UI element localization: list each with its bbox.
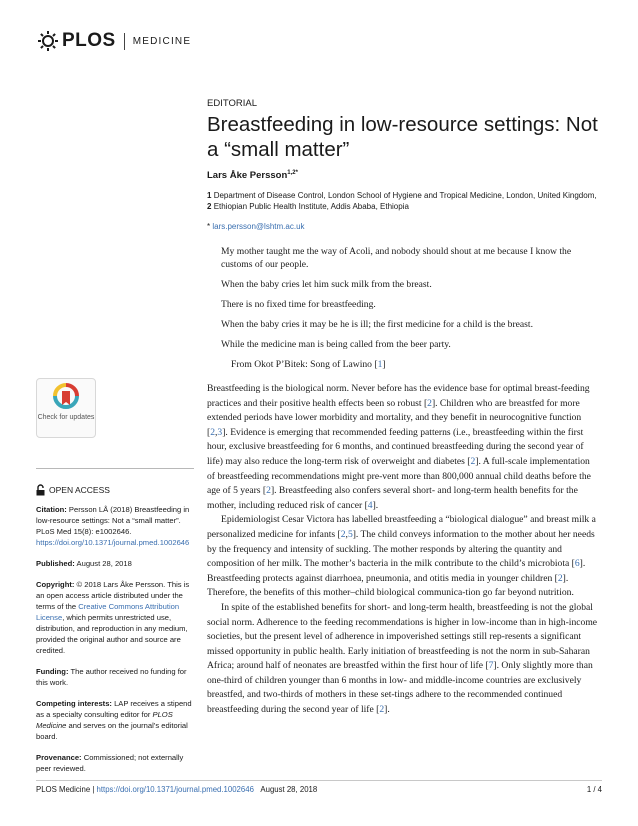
sidebar-divider [36, 468, 194, 469]
citation-ref-link[interactable]: 2 [427, 397, 432, 409]
check-for-updates-badge[interactable] [36, 378, 96, 438]
provenance-text: Commissioned; not externally peer reviewed. [36, 753, 184, 773]
citation-ref-link[interactable]: 2 [340, 528, 346, 540]
logo-wordmark: PLOS [62, 30, 116, 51]
copyright-text-end: , which permits unrestricted use, distribution, and reproduction in any medium, provided the original author and source are credited. [36, 613, 188, 655]
article-info-sidebar [36, 484, 196, 784]
poem-line: When the baby cries let him suck milk from the breast. [221, 279, 432, 290]
poem-line: While the medicine man is being called from the beer party. [221, 339, 451, 350]
citation-ref-link[interactable]: 2 [379, 704, 385, 716]
open-access-label [36, 484, 196, 496]
funding-label: Funding: [36, 667, 69, 676]
footer-separator: | [92, 785, 95, 794]
affiliation-1: Department of Disease Control, London School of Hygiene and Tropical Medicine, London, United Kingdom, [213, 191, 597, 200]
citation-doi-link[interactable]: https://doi.org/10.1371/journal.pmed.1002646 [36, 538, 190, 547]
funding-text: The author received no funding for this work. [36, 667, 187, 687]
license-link[interactable]: Creative Commons Attribution License [36, 602, 180, 622]
citation-ref-link[interactable]: 2 [210, 426, 215, 438]
competing-journal: PLOS Medicine [36, 710, 173, 730]
footer-date: August 28, 2018 [260, 785, 318, 794]
open-lock-icon [36, 484, 45, 496]
citation-ref-link[interactable]: 2 [557, 572, 563, 584]
author-line [207, 170, 298, 181]
logo-divider [124, 33, 125, 50]
corresponding-mark: * [295, 170, 298, 176]
affiliations [207, 190, 600, 212]
email-link[interactable]: lars.persson@lshtm.ac.uk [212, 222, 305, 231]
competing-text-end: and serves on the journal’s editorial board. [36, 721, 188, 741]
footer-doi-link[interactable]: https://doi.org/10.1371/journal.pmed.1002646 [96, 785, 254, 794]
provenance-label: Provenance: [36, 753, 82, 762]
journal-name: MEDICINE [132, 35, 192, 47]
body-paragraph-3: In spite of the established benefits for short- and long-term health, breastfeeding is not the global social norm. Adherence to the feeding recommendations is higher in low-income than in high-income societies, but the present level of adherence in impoverished settings still rep-resents a significant missed opportunity in public health. Early initiation of breastfeeding is not the norm in sub-Saharan Africa; around half of neonates are breastfed within the first hour of life [7]. Only slightly more than one-third of children younger than 6 months in low- and middle-income countries are exclusively breastfed, and two-thirds of mothers in these set-tings adhere to the recommended continued breastfeeding during the second year of life [2]. [207, 601, 598, 716]
page-footer [36, 785, 602, 794]
email-mark: * [207, 222, 211, 231]
citation-text: Persson LÅ (2018) Breastfeeding in low-resource settings: Not a “small matter”. PLoS Med 15(8): e1002646. [36, 505, 190, 536]
citation-ref-link[interactable]: 2 [470, 455, 476, 467]
citation-ref-link[interactable]: 2 [266, 485, 271, 497]
check-for-updates-label: Check for updates [37, 414, 95, 421]
citation-ref-link[interactable]: 5 [347, 528, 353, 540]
citation-ref-link[interactable]: 3 [217, 426, 223, 438]
page-number: 1 / 4 [586, 785, 602, 794]
published-date: August 28, 2018 [76, 559, 132, 568]
copyright-text: © 2018 Lars Åke Persson. This is an open access article distributed under the terms of the [36, 580, 190, 611]
published-label: Published: [36, 559, 75, 568]
footer-journal: PLOS Medicine [36, 785, 91, 794]
epigraph-poem [221, 245, 603, 378]
poem-source-text: From Okot P’Bitek: Song of Lawino [231, 359, 372, 370]
corresponding-email [207, 222, 305, 231]
copyright-label: Copyright: [36, 580, 75, 589]
affiliation-num-1: 1 [207, 191, 212, 200]
article-title: Breastfeeding in low-resource settings: Not a “small matter” [207, 113, 598, 161]
poem-source: From Okot P’Bitek: Song of Lawino [1] [231, 359, 386, 370]
article-body [207, 382, 600, 718]
funding-block [36, 666, 196, 688]
footer-divider [36, 780, 602, 781]
citation-ref-link[interactable]: 7 [488, 660, 494, 672]
plos-sun-icon [37, 30, 59, 52]
competing-text: LAP receives a stipend as a specialty consulting editor for [36, 699, 192, 719]
copyright-block [36, 579, 196, 656]
citation-ref-link[interactable]: 4 [367, 499, 373, 511]
open-access-text: OPEN ACCESS [49, 484, 110, 495]
citation-label: Citation: [36, 505, 67, 514]
citation-ref-link[interactable]: 6 [574, 558, 580, 570]
poem-line: There is no fixed time for breastfeeding. [221, 299, 376, 310]
body-paragraph-2: Epidemiologist Cesar Victora has labelled breastfeeding a “biological dialogue” and breast milk a personalized medicine for infants [2,5]. The child conveys information to the mother about her needs by the frequency and intensity of suckling. The mother responds by altering the quantity and composition of her milk. The mother’s bacteria in the milk contribute to the child’s microbiota [6]. Breastfeeding protects against diarrhoea, pneumonia, and otitis media in younger children [2]. Therefore, the benefits of this mother–child biological communica-tion go far beyond nutrition. [207, 514, 596, 599]
affiliation-num-2: 2 [207, 202, 212, 211]
body-paragraph-1: Breastfeeding is the biological norm. Never before has the evidence base for optimal breast-feeding practices and their positive health effects been so robust [2]. Children who are breastfed for more extended periods have lower morbidity and mortality, and they benefit in neurocognitive function [2,3]. Evidence is emerging that recommended feeding patterns (i.e., breastfeeding within the first hour, exclusive breastfeeding for 6 months, and continued breastfeeding during the second year of life) may also reduce the long-term risk of overweight and diabetes [2]. A full-scale implementation of breastfeeding recommendations might pre-vent more than 800,000 annual child deaths before the age of 5 years [2]. Breastfeeding also confers several short- and long-term health benefits for the mother, including reduced risk of cancer [4]. [207, 383, 591, 511]
plos-logo[interactable] [37, 30, 191, 52]
competing-label: Competing interests: [36, 699, 112, 708]
author-name[interactable]: Lars Åke Persson [207, 170, 288, 182]
competing-interests-block [36, 698, 196, 742]
poem-line: When the baby cries it may be he is ill; the first medicine for a child is the breast. [221, 319, 533, 330]
check-for-updates-icon [53, 383, 79, 413]
article-type: EDITORIAL [207, 98, 257, 109]
citation-block [36, 504, 196, 548]
poem-line: My mother taught me the way of Acoli, and nobody should shout at me because I know the customs of our people. [221, 246, 572, 270]
poem-source-ref[interactable]: 1 [377, 359, 383, 370]
affiliation-2: Ethiopian Public Health Institute, Addis Ababa, Ethiopia [213, 202, 409, 211]
footer-citation [36, 785, 317, 794]
author-affiliation-sup: 1,2 [287, 170, 296, 176]
published-block [36, 558, 196, 569]
provenance-block [36, 752, 196, 774]
